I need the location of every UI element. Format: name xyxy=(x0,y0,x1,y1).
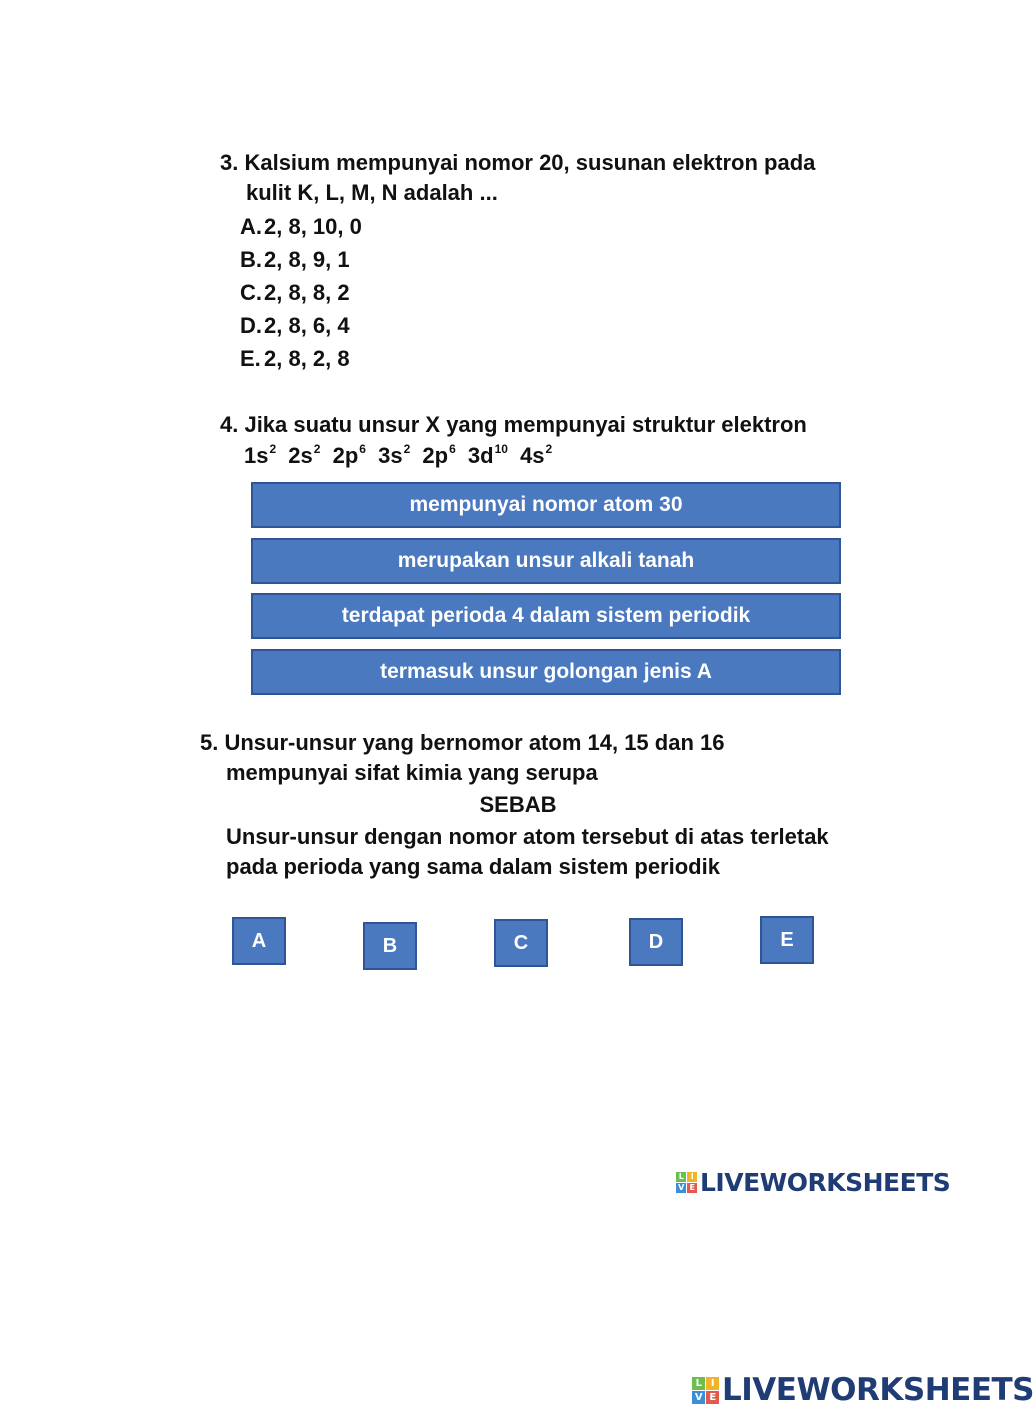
liveworksheets-logo xyxy=(676,1168,950,1197)
option-b: B.2, 8, 9, 1 xyxy=(240,247,350,272)
option-a: A.2, 8, 10, 0 xyxy=(240,214,362,239)
answer-c-button[interactable]: C xyxy=(494,919,548,967)
option-d: D.2, 8, 6, 4 xyxy=(240,313,350,338)
question-5-line-4: pada perioda yang sama dalam sistem periodik xyxy=(226,854,720,879)
option-c: C.2, 8, 8, 2 xyxy=(240,280,350,305)
sebab-connector: SEBAB xyxy=(479,792,557,817)
question-4-text: 4. Jika suatu unsur X yang mempunyai struktur elektron xyxy=(220,412,807,437)
choice-golongan-a[interactable]: termasuk unsur golongan jenis A xyxy=(251,649,841,695)
choice-nomor-atom-30[interactable]: mempunyai nomor atom 30 xyxy=(251,482,841,528)
question-5-line-1: 5. Unsur-unsur yang bernomor atom 14, 15 dan 16 xyxy=(200,730,725,755)
question-3-line-2: kulit K, L, M, N adalah ... xyxy=(246,180,498,205)
answer-b-button[interactable]: B xyxy=(363,922,417,970)
liveworksheets-logo-icon: L I V E xyxy=(676,1172,697,1193)
question-3-line-1: 3. Kalsium mempunyai nomor 20, susunan elektron pada xyxy=(220,150,816,175)
liveworksheets-footer-logo-icon: L I V E xyxy=(692,1377,719,1404)
config-term: $2p^6$ xyxy=(422,442,456,468)
question-3-options xyxy=(240,212,362,377)
config-term: $2p^6$ xyxy=(332,442,366,468)
config-term: $1s^2$ xyxy=(244,442,277,468)
question-5-line-3: Unsur-unsur dengan nomor atom tersebut di atas terletak xyxy=(226,824,829,849)
choice-alkali-tanah[interactable]: merupakan unsur alkali tanah xyxy=(251,538,841,584)
choice-perioda-4[interactable]: terdapat perioda 4 dalam sistem periodik xyxy=(251,593,841,639)
electron-configuration xyxy=(244,442,558,469)
liveworksheets-footer-logo-text: LIVEWORKSHEETS xyxy=(722,1372,1034,1408)
answer-d-button[interactable]: D xyxy=(629,918,683,966)
option-e: E. 2, 8, 2, 8 xyxy=(240,346,350,371)
config-term: $3s^2$ xyxy=(378,442,411,468)
question-5-text xyxy=(200,728,724,788)
question-3-text xyxy=(220,148,815,208)
config-term: $3d^{10}$ xyxy=(467,442,508,468)
question-5-reason xyxy=(226,822,829,882)
answer-a-button[interactable]: A xyxy=(232,917,286,965)
liveworksheets-logo-text: LIVEWORKSHEETS xyxy=(700,1168,951,1197)
config-term: $4s^2$ xyxy=(520,442,553,468)
config-term: $2s^2$ xyxy=(288,442,321,468)
question-5-line-2: mempunyai sifat kimia yang serupa xyxy=(226,760,598,785)
liveworksheets-footer-logo xyxy=(692,1372,1034,1408)
answer-e-button[interactable]: E xyxy=(760,916,814,964)
